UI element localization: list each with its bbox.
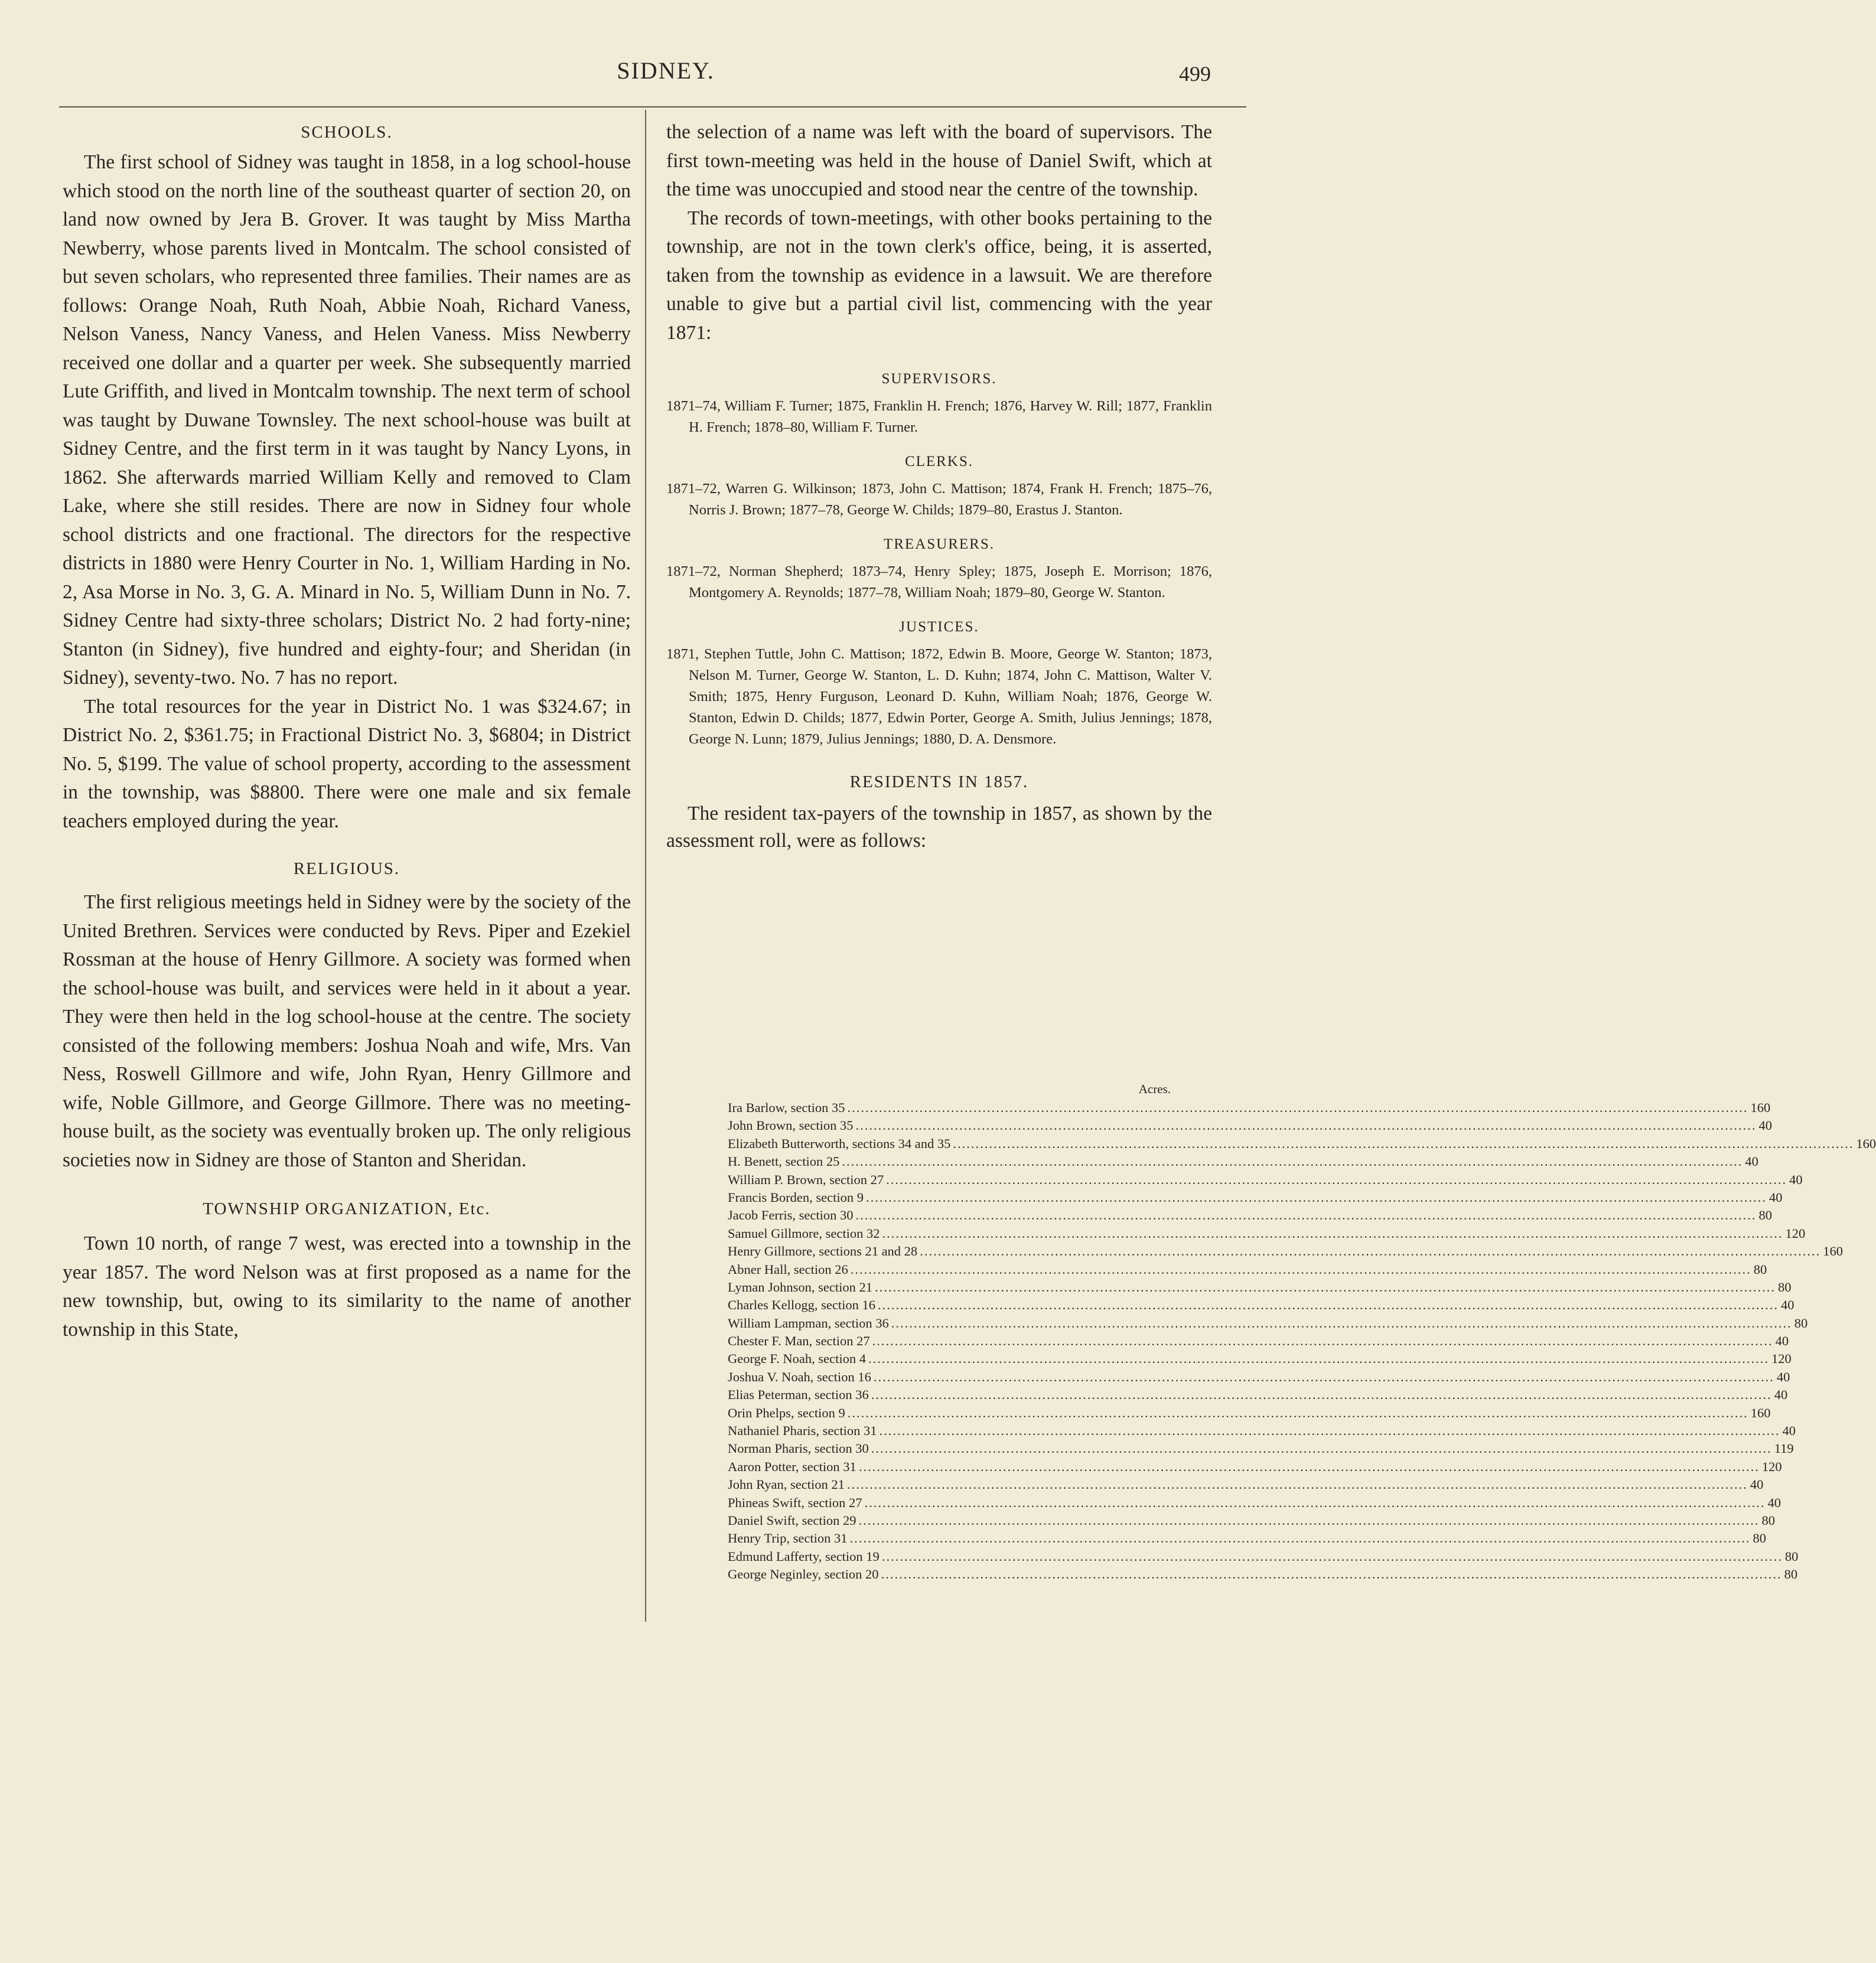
religious-heading: RELIGIOUS. [293, 859, 400, 878]
resident-name: Edmund Lafferty, section 19 [728, 1548, 880, 1564]
resident-row [728, 1440, 1794, 1457]
treasurers-list: 1871–72, Norman Shepherd; 1873–74, Henry Spley; 1875, Joseph E. Morrison; 1876, Montgomery A. Reynolds; 1877–78, William Noah; 1879–80, George W. Stanton. [666, 563, 1212, 601]
dot-leader: ........................................................................................................................................................................................................ [842, 1154, 1743, 1169]
resident-acres: 80 [1753, 1531, 1766, 1546]
dot-leader: ........................................................................................................................................................................................................ [858, 1512, 1760, 1528]
resident-name: Charles Kellogg, section 16 [728, 1297, 875, 1313]
resident-row [728, 1153, 1758, 1170]
page-number: 499 [1179, 62, 1211, 86]
dot-leader: ........................................................................................................................................................................................................ [882, 1225, 1783, 1241]
resident-acres: 160 [1750, 1100, 1771, 1115]
resident-name: Francis Borden, section 9 [728, 1189, 864, 1205]
resident-acres: 80 [1758, 1208, 1772, 1223]
resident-acres: 160 [1750, 1405, 1771, 1420]
dot-leader: ........................................................................................................................................................................................................ [881, 1567, 1782, 1582]
resident-acres: 40 [1775, 1333, 1789, 1349]
resident-acres: 80 [1761, 1512, 1775, 1528]
school-resources-paragraph: The total resources for the year in District No. 1 was $324.67; in District No. 2, $361.75; in Fractional District No. 3, $6804; in District No. 5, $199. The value of school property, according to the assessment in the township, was $8800. There were one male and six female teachers employed during the year. [63, 695, 631, 832]
supervisors-heading: SUPERVISORS. [881, 371, 997, 387]
resident-acres: 40 [1767, 1495, 1781, 1510]
resident-name: Jacob Ferris, section 30 [728, 1208, 854, 1223]
resident-name: Aaron Potter, section 31 [728, 1459, 856, 1474]
town-meeting-paragraph: the selection of a name was left with the board of supervisors. The first town-meeting was held in the house of Daniel Swift, which at the time was unoccupied and stood near the centre of the township. [666, 121, 1212, 200]
resident-acres: 80 [1777, 1279, 1792, 1294]
right-column [666, 118, 1212, 855]
resident-name: George F. Noah, section 4 [728, 1351, 866, 1367]
clerks-list: 1871–72, Warren G. Wilkinson; 1873, John C. Mattison; 1874, Frank H. French; 1875–76, Norris J. Brown; 1877–78, George W. Childs; 1879–80, Erastus J. Stanton. [666, 481, 1212, 518]
resident-acres: 40 [1745, 1154, 1758, 1169]
resident-name: Joshua V. Noah, section 16 [728, 1369, 871, 1384]
clerks-heading: CLERKS. [904, 454, 974, 469]
records-paragraph: The records of town-meetings, with other books pertaining to the township, are not in the town clerk's office, being, it is asserted, taken from the township as evidence in a lawsuit. We are therefore unable to give but a partial civil list, commencing with the year 1871: [666, 207, 1212, 344]
resident-row [728, 1171, 1803, 1189]
resident-name: Daniel Swift, section 29 [728, 1512, 856, 1528]
resident-row [728, 1566, 1798, 1583]
dot-leader: ........................................................................................................................................................................................................ [855, 1118, 1757, 1133]
resident-name: Orin Phelps, section 9 [728, 1405, 845, 1420]
resident-acres: 40 [1776, 1369, 1790, 1384]
resident-name: Norman Pharis, section 30 [728, 1441, 869, 1456]
dot-leader: ........................................................................................................................................................................................................ [850, 1261, 1751, 1277]
dot-leader: ........................................................................................................................................................................................................ [847, 1405, 1748, 1420]
supervisors-list: 1871–74, William F. Turner; 1875, Franklin H. French; 1876, Harvey W. Rill; 1877, Franklin H. French; 1878–80, William F. Turner. [666, 398, 1212, 435]
resident-row [728, 1135, 1876, 1153]
resident-row [728, 1189, 1783, 1207]
residents-intro: The resident tax-payers of the township in 1857, as shown by the assessment roll, were as follows: [666, 803, 1212, 852]
resident-row [728, 1225, 1806, 1243]
resident-row [728, 1315, 1808, 1332]
resident-row [728, 1422, 1796, 1440]
resident-acres: 80 [1784, 1567, 1798, 1582]
resident-acres: 80 [1753, 1261, 1767, 1277]
column-divider [645, 110, 646, 1622]
resident-name: Samuel Gillmore, section 32 [728, 1225, 880, 1241]
resident-name: Chester F. Man, section 27 [728, 1333, 870, 1349]
resident-acres: 120 [1761, 1459, 1782, 1474]
dot-leader: ........................................................................................................................................................................................................ [886, 1172, 1787, 1187]
dot-leader: ........................................................................................................................................................................................................ [879, 1423, 1780, 1439]
resident-acres: 80 [1784, 1548, 1799, 1564]
resident-name: William P. Brown, section 27 [728, 1172, 884, 1187]
dot-leader: ........................................................................................................................................................................................................ [864, 1495, 1766, 1510]
resident-acres: 40 [1774, 1387, 1788, 1403]
schools-paragraph: The first school of Sidney was taught in 1858, in a log school-house which stood on the north line of the southeast quarter of section 20, on land now owned by Jera B. Grover. It was taught by Miss Martha Newberry, whose parents lived in Montcalm. The school consisted of but seven scholars, who represented three families. Their names are as follows: Orange Noah, Ruth Noah, Abbie Noah, Richard Vaness, Nelson Vaness, Nancy Vaness, and Helen Vaness. Miss Newberry received one dollar and a quarter per week. She subsequently married Lute Griffith, and lived in Montcalm township. The next term of school was taught by Duwane Townsley. The next school-house was built at Sidney Centre, and the first term in it was taught by Nancy Lyons, in 1862. She afterwards married William Kelly and removed to Clam Lake, where she still resides. There are now in Sidney four whole school districts and one fractional. The directors for the respective districts in 1880 were Henry Courter in No. 1, William Harding in No. 2, Asa Morse in No. 3, G. A. Minard in No. 5, William Dunn in No. 7. Sidney Centre had sixty-three scholars; District No. 2 had forty-nine; Stanton (in Sidney), five hundred and eighty-four; and Sheridan (in Sidney), seventy-two. No. 7 has no report. [63, 151, 631, 689]
resident-acres: 40 [1768, 1189, 1783, 1205]
resident-row [728, 1243, 1843, 1260]
resident-name: Nathaniel Pharis, section 31 [728, 1423, 877, 1439]
dot-leader: ........................................................................................................................................................................................................ [871, 1387, 1772, 1403]
resident-row [728, 1207, 1772, 1224]
resident-acres: 119 [1774, 1441, 1794, 1456]
resident-row [728, 1494, 1781, 1512]
resident-name: H. Benett, section 25 [728, 1154, 840, 1169]
resident-row [728, 1386, 1788, 1404]
resident-name: Lyman Johnson, section 21 [728, 1279, 872, 1294]
residents-heading: RESIDENTS IN 1857. [849, 772, 1029, 791]
resident-acres: 160 [1856, 1136, 1876, 1151]
dot-leader: ........................................................................................................................................................................................................ [920, 1244, 1821, 1259]
dot-leader: ........................................................................................................................................................................................................ [877, 1297, 1779, 1313]
dot-leader: ........................................................................................................................................................................................................ [855, 1208, 1757, 1223]
resident-name: John Ryan, section 21 [728, 1477, 845, 1492]
resident-name: Ira Barlow, section 35 [728, 1100, 845, 1115]
justices-heading: JUSTICES. [899, 619, 979, 635]
dot-leader: ........................................................................................................................................................................................................ [846, 1477, 1748, 1492]
left-column [63, 118, 631, 1344]
resident-acres: 120 [1785, 1225, 1806, 1241]
dot-leader: ........................................................................................................................................................................................................ [871, 1441, 1772, 1456]
resident-acres: 40 [1750, 1477, 1764, 1492]
justices-list: 1871, Stephen Tuttle, John C. Mattison; 1872, Edwin B. Moore, George W. Stanton; 1873, Nelson M. Turner, George W. Stanton, L. D. Kuhn; 1874, John C. Mattison, Walter V. Smith; 1875, Henry Furguson, Leonard D. Kuhn, William Noah; 1876, George W. Stanton, Edwin D. Childs; 1877, Edwin Porter, George A. Smith, Julius Jennings; 1878, George N. Lunn; 1879, Julius Jennings; 1880, D. A. Densmore. [666, 646, 1212, 747]
resident-acres: 120 [1771, 1351, 1792, 1367]
resident-row [728, 1404, 1771, 1422]
resident-row [728, 1296, 1794, 1314]
dot-leader: ........................................................................................................................................................................................................ [881, 1548, 1783, 1564]
resident-row [728, 1530, 1766, 1547]
resident-name: John Brown, section 35 [728, 1118, 854, 1133]
resident-row [728, 1261, 1767, 1279]
resident-acres: 80 [1794, 1315, 1808, 1331]
resident-name: Elias Peterman, section 36 [728, 1387, 869, 1403]
resident-row [728, 1476, 1764, 1494]
header-rule [59, 106, 1246, 107]
dot-leader: ........................................................................................................................................................................................................ [858, 1459, 1760, 1474]
religious-paragraph: The first religious meetings held in Sidney were by the society of the United Brethren. Services were conducted by Revs. Piper and Ezekiel Rossman at the house of Henry Gillmore. A society was formed when the school-house was built, and services were held in it about a year. They were then held in the log school-house at the centre. The society consisted of the following members: Joshua Noah and wife, Mrs. Van Ness, Roswell Gillmore and wife, John Ryan, Henry Gillmore and wife, Noble Gillmore, and George Gillmore. There was no meeting-house built, as the society was eventually broken up. The only religious societies now in Sidney are those of Stanton and Sheridan. [63, 891, 631, 1171]
running-head: SIDNEY. [617, 57, 715, 84]
resident-acres: 40 [1780, 1297, 1794, 1313]
resident-name: William Lampman, section 36 [728, 1315, 889, 1331]
resident-row [728, 1099, 1771, 1117]
dot-leader: ........................................................................................................................................................................................................ [865, 1189, 1767, 1205]
residents-table [728, 1082, 1876, 1584]
resident-name: Abner Hall, section 26 [728, 1261, 848, 1277]
dot-leader: ........................................................................................................................................................................................................ [849, 1531, 1751, 1546]
resident-name: Henry Gillmore, sections 21 and 28 [728, 1244, 918, 1259]
resident-row [728, 1368, 1790, 1386]
dot-leader: ........................................................................................................................................................................................................ [873, 1369, 1774, 1384]
resident-acres: 40 [1782, 1423, 1796, 1439]
township-paragraph: Town 10 north, of range 7 west, was erected into a township in the year 1857. The word Nelson was at first proposed as a name for the new township, but, owing to its similarity to the name of another township in this State, [63, 1232, 631, 1341]
resident-acres: 40 [1789, 1172, 1803, 1187]
schools-heading: SCHOOLS. [301, 123, 393, 142]
resident-row [728, 1512, 1775, 1530]
resident-name: Henry Trip, section 31 [728, 1531, 848, 1546]
resident-row [728, 1279, 1792, 1296]
resident-acres: 40 [1758, 1118, 1772, 1133]
treasurers-heading: TREASURERS. [883, 536, 995, 552]
residents-rows [728, 1099, 1876, 1584]
resident-row [728, 1548, 1799, 1566]
resident-name: Phineas Swift, section 27 [728, 1495, 862, 1510]
dot-leader: ........................................................................................................................................................................................................ [874, 1279, 1776, 1294]
resident-row [728, 1332, 1789, 1350]
dot-leader: ........................................................................................................................................................................................................ [872, 1333, 1773, 1349]
dot-leader: ........................................................................................................................................................................................................ [868, 1351, 1769, 1367]
resident-row [728, 1350, 1792, 1368]
resident-acres: 160 [1823, 1244, 1843, 1259]
resident-name: George Neginley, section 20 [728, 1567, 879, 1582]
dot-leader: ........................................................................................................................................................................................................ [953, 1136, 1854, 1151]
resident-name: Elizabeth Butterworth, sections 34 and 35 [728, 1136, 951, 1151]
township-organization-heading: TOWNSHIP ORGANIZATION, Etc. [203, 1199, 491, 1218]
resident-row [728, 1458, 1782, 1476]
resident-row [728, 1117, 1772, 1134]
acres-column-header: Acres. [1138, 1082, 1171, 1096]
dot-leader: ........................................................................................................................................................................................................ [891, 1315, 1792, 1331]
dot-leader: ........................................................................................................................................................................................................ [847, 1100, 1748, 1115]
